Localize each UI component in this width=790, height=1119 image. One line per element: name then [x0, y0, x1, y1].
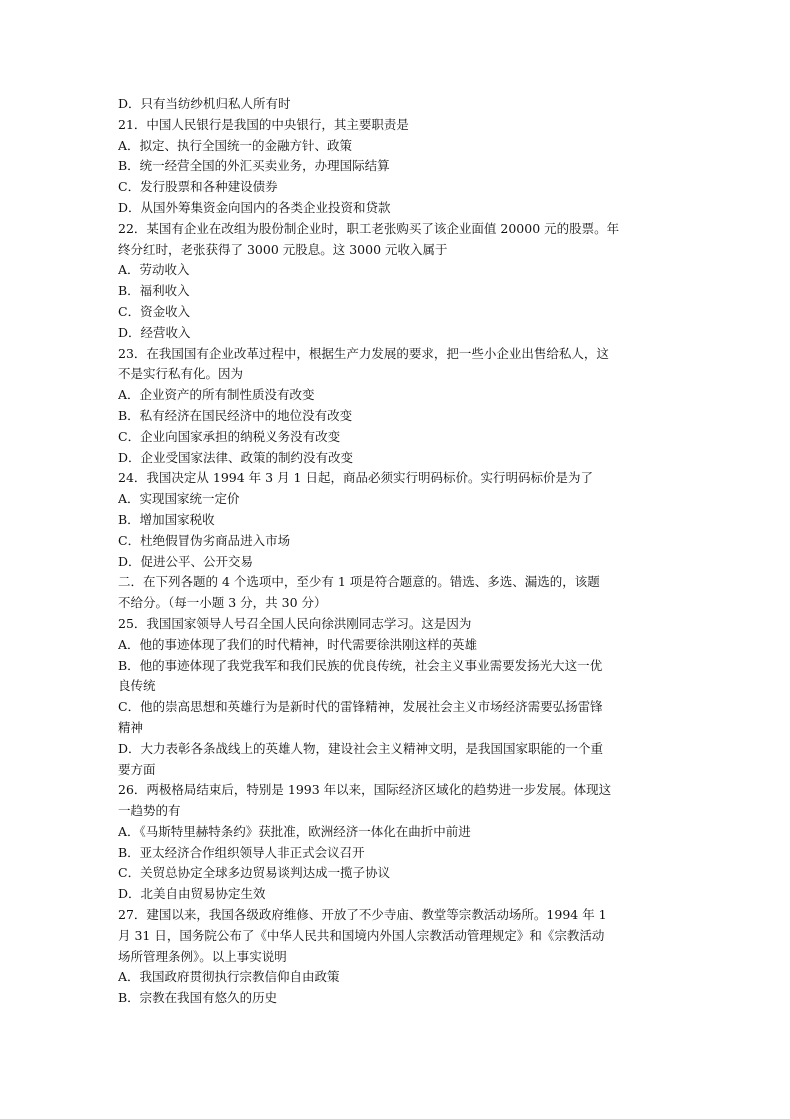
option-text: B．私有经济在国民经济中的地位没有改变 [118, 407, 353, 423]
option-text: D．促进公平、公开交易 [118, 553, 254, 569]
option-text: D．经营收入 [118, 324, 191, 340]
question-text: 27．建国以来，我国各级政府维修、开放了不少寺庙、教堂等宗教活动场所。1994 年 1 [118, 907, 607, 923]
question-text: 22．某国有企业在改组为股份制企业时，职工老张购买了该企业面值 20000 元的股票。年 [118, 220, 620, 236]
option-text: B．增加国家税收 [118, 511, 215, 527]
option-text: B．他的事迹体现了我党我军和我们民族的优良传统，社会主义事业需要发扬光大这一优 [118, 657, 603, 673]
section-heading: 不给分。（每一小题 3 分，共 30 分） [118, 595, 327, 611]
document-page [118, 94, 678, 1009]
option-text: A．他的事迹体现了我们的时代精神，时代需要徐洪刚这样的英雄 [118, 636, 478, 652]
option-text: D．企业受国家法律、政策的制约没有改变 [118, 449, 354, 465]
question-text: 26．两极格局结束后，特别是 1993 年以来，国际经济区域化的趋势进一步发展。体现这 [118, 782, 612, 798]
question-text: 终分红时，老张获得了 3000 元股息。这 3000 元收入属于 [118, 241, 448, 257]
option-text: A．拟定、执行全国统一的金融方针、政策 [118, 137, 353, 153]
question-text: 一趋势的有 [118, 803, 181, 819]
question-text: 月 31 日，国务院公布了《中华人民共和国境内外国人宗教活动管理规定》和《宗教活动 [118, 927, 605, 943]
question-text: 24．我国决定从 1994 年 3 月 1 日起，商品必须实行明码标价。实行明码标价是为了 [118, 470, 593, 486]
option-text: B．宗教在我国有悠久的历史 [118, 990, 278, 1006]
question-text: 21．中国人民银行是我国的中央银行，其主要职责是 [118, 116, 409, 132]
option-text: A．劳动收入 [118, 262, 190, 278]
option-text: C．发行股票和各种建设债券 [118, 179, 278, 195]
option-text: D．北美自由贸易协定生效 [118, 886, 266, 902]
option-text: A．《马斯特里赫特条约》获批准，欧洲经济一体化在曲折中前进 [118, 823, 471, 839]
option-text: A．企业资产的所有制性质没有改变 [118, 387, 315, 403]
option-text: B．亚太经济合作组织领导人非正式会议召开 [118, 844, 365, 860]
text-line: D．只有当纺纱机归私人所有时 [118, 96, 291, 111]
option-text: C．资金收入 [118, 303, 191, 319]
question-text: 23．在我国国有企业改革过程中，根据生产力发展的要求，把一些小企业出售给私人，这 [118, 345, 609, 361]
option-text: B．福利收入 [118, 283, 190, 299]
option-text: A．实现国家统一定价 [118, 491, 240, 507]
option-text: 要方面 [118, 761, 156, 777]
question-text: 25．我国国家领导人号召全国人民向徐洪刚同志学习。这是因为 [118, 615, 472, 631]
option-text: C．他的崇高思想和英雄行为是新时代的雷锋精神，发展社会主义市场经济需要弘扬雷锋 [118, 699, 603, 715]
option-text: D．大力表彰各条战线上的英雄人物，建设社会主义精神文明，是我国国家职能的一个重 [118, 740, 604, 756]
question-text: 不是实行私有化。因为 [118, 366, 244, 382]
option-text: 精神 [118, 719, 144, 735]
option-text: C．企业向国家承担的纳税义务没有改变 [118, 428, 341, 444]
option-text: D．从国外筹集资金向国内的各类企业投资和贷款 [118, 199, 391, 215]
option-text: C．杜绝假冒伪劣商品进入市场 [118, 532, 291, 548]
option-text: B．统一经营全国的外汇买卖业务，办理国际结算 [118, 158, 390, 174]
question-text: 场所管理条例》。以上事实说明 [118, 948, 287, 964]
section-heading: 二．在下列各题的 4 个选项中，至少有 1 项是符合题意的。错选、多选、漏选的，该题 [118, 574, 600, 590]
option-text: 良传统 [118, 678, 156, 694]
option-text: C．关贸总协定全球多边贸易谈判达成一揽子协议 [118, 865, 391, 881]
option-text: A．我国政府贯彻执行宗教信仰自由政策 [118, 969, 340, 985]
